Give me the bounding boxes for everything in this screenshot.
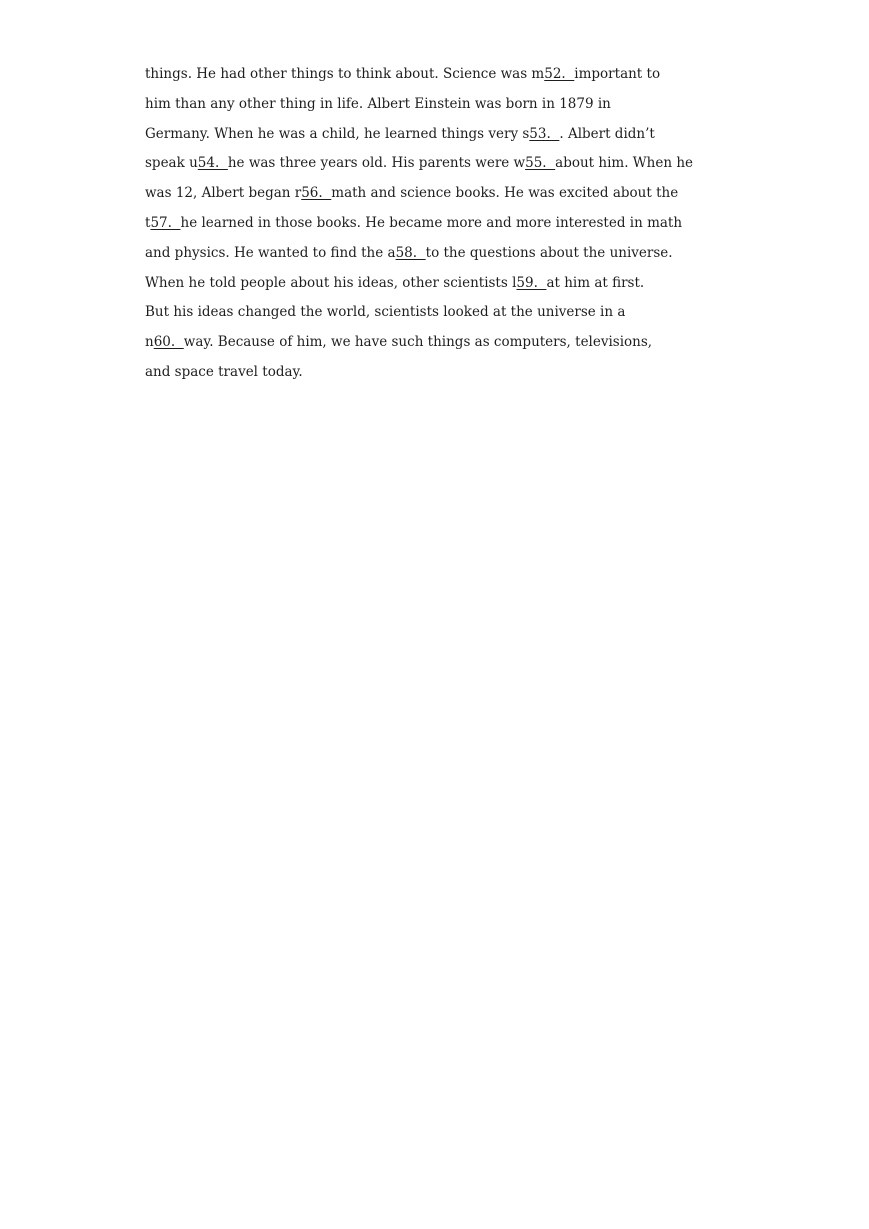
passage-text: him than any other thing in life. Albert Einstein was born in 1879 in <box>145 95 611 112</box>
passage-text: But his ideas changed the world, scientists looked at the universe in a <box>145 304 626 321</box>
passage-text: speak u <box>145 155 198 172</box>
passage-line <box>145 328 745 358</box>
passage-line <box>145 269 745 299</box>
passage-text: . Albert didn’t <box>559 125 655 142</box>
passage-line <box>145 209 745 239</box>
passage-text: important to <box>574 66 661 82</box>
answer-blank: 55. <box>525 155 556 172</box>
passage-text: t <box>145 214 151 231</box>
cloze-passage <box>145 60 745 388</box>
answer-blank: 54. <box>197 155 228 172</box>
passage-text: was 12, Albert began r <box>145 185 302 202</box>
passage-line <box>145 358 745 388</box>
passage-text: n <box>145 334 154 351</box>
passage-text: When he told people about his ideas, other scientists l <box>145 274 517 291</box>
answer-blank: 60. <box>153 334 184 351</box>
passage-line <box>145 298 745 328</box>
passage-text: at him at first. <box>546 274 645 291</box>
passage-line <box>145 149 745 179</box>
passage-line <box>145 120 745 150</box>
passage-text: things. He had other things to think about. Science was m <box>145 66 545 82</box>
answer-blank: 59. <box>516 274 547 291</box>
answer-blank: 57. <box>150 214 181 231</box>
answer-blank: 52. <box>544 66 575 82</box>
passage-text: to the questions about the universe. <box>425 244 673 261</box>
passage-text: he learned in those books. He became more and more interested in math <box>180 214 683 231</box>
passage-text: and physics. He wanted to find the a <box>145 244 396 261</box>
passage-text: Germany. When he was a child, he learned things very s <box>145 125 530 142</box>
answer-blank: 53. <box>529 125 560 142</box>
passage-line <box>145 60 745 90</box>
passage-line <box>145 179 745 209</box>
passage-text: math and science books. He was excited about the <box>331 185 679 202</box>
answer-blank: 58. <box>395 244 426 261</box>
passage-line <box>145 90 745 120</box>
answer-blank: 56. <box>301 185 332 202</box>
passage-text: and space travel today. <box>145 363 303 380</box>
passage-text: he was three years old. His parents were w <box>227 155 526 172</box>
passage-text: about him. When he <box>555 155 694 172</box>
passage-line <box>145 239 745 269</box>
passage-text: way. Because of him, we have such things as computers, televisions, <box>183 334 653 351</box>
